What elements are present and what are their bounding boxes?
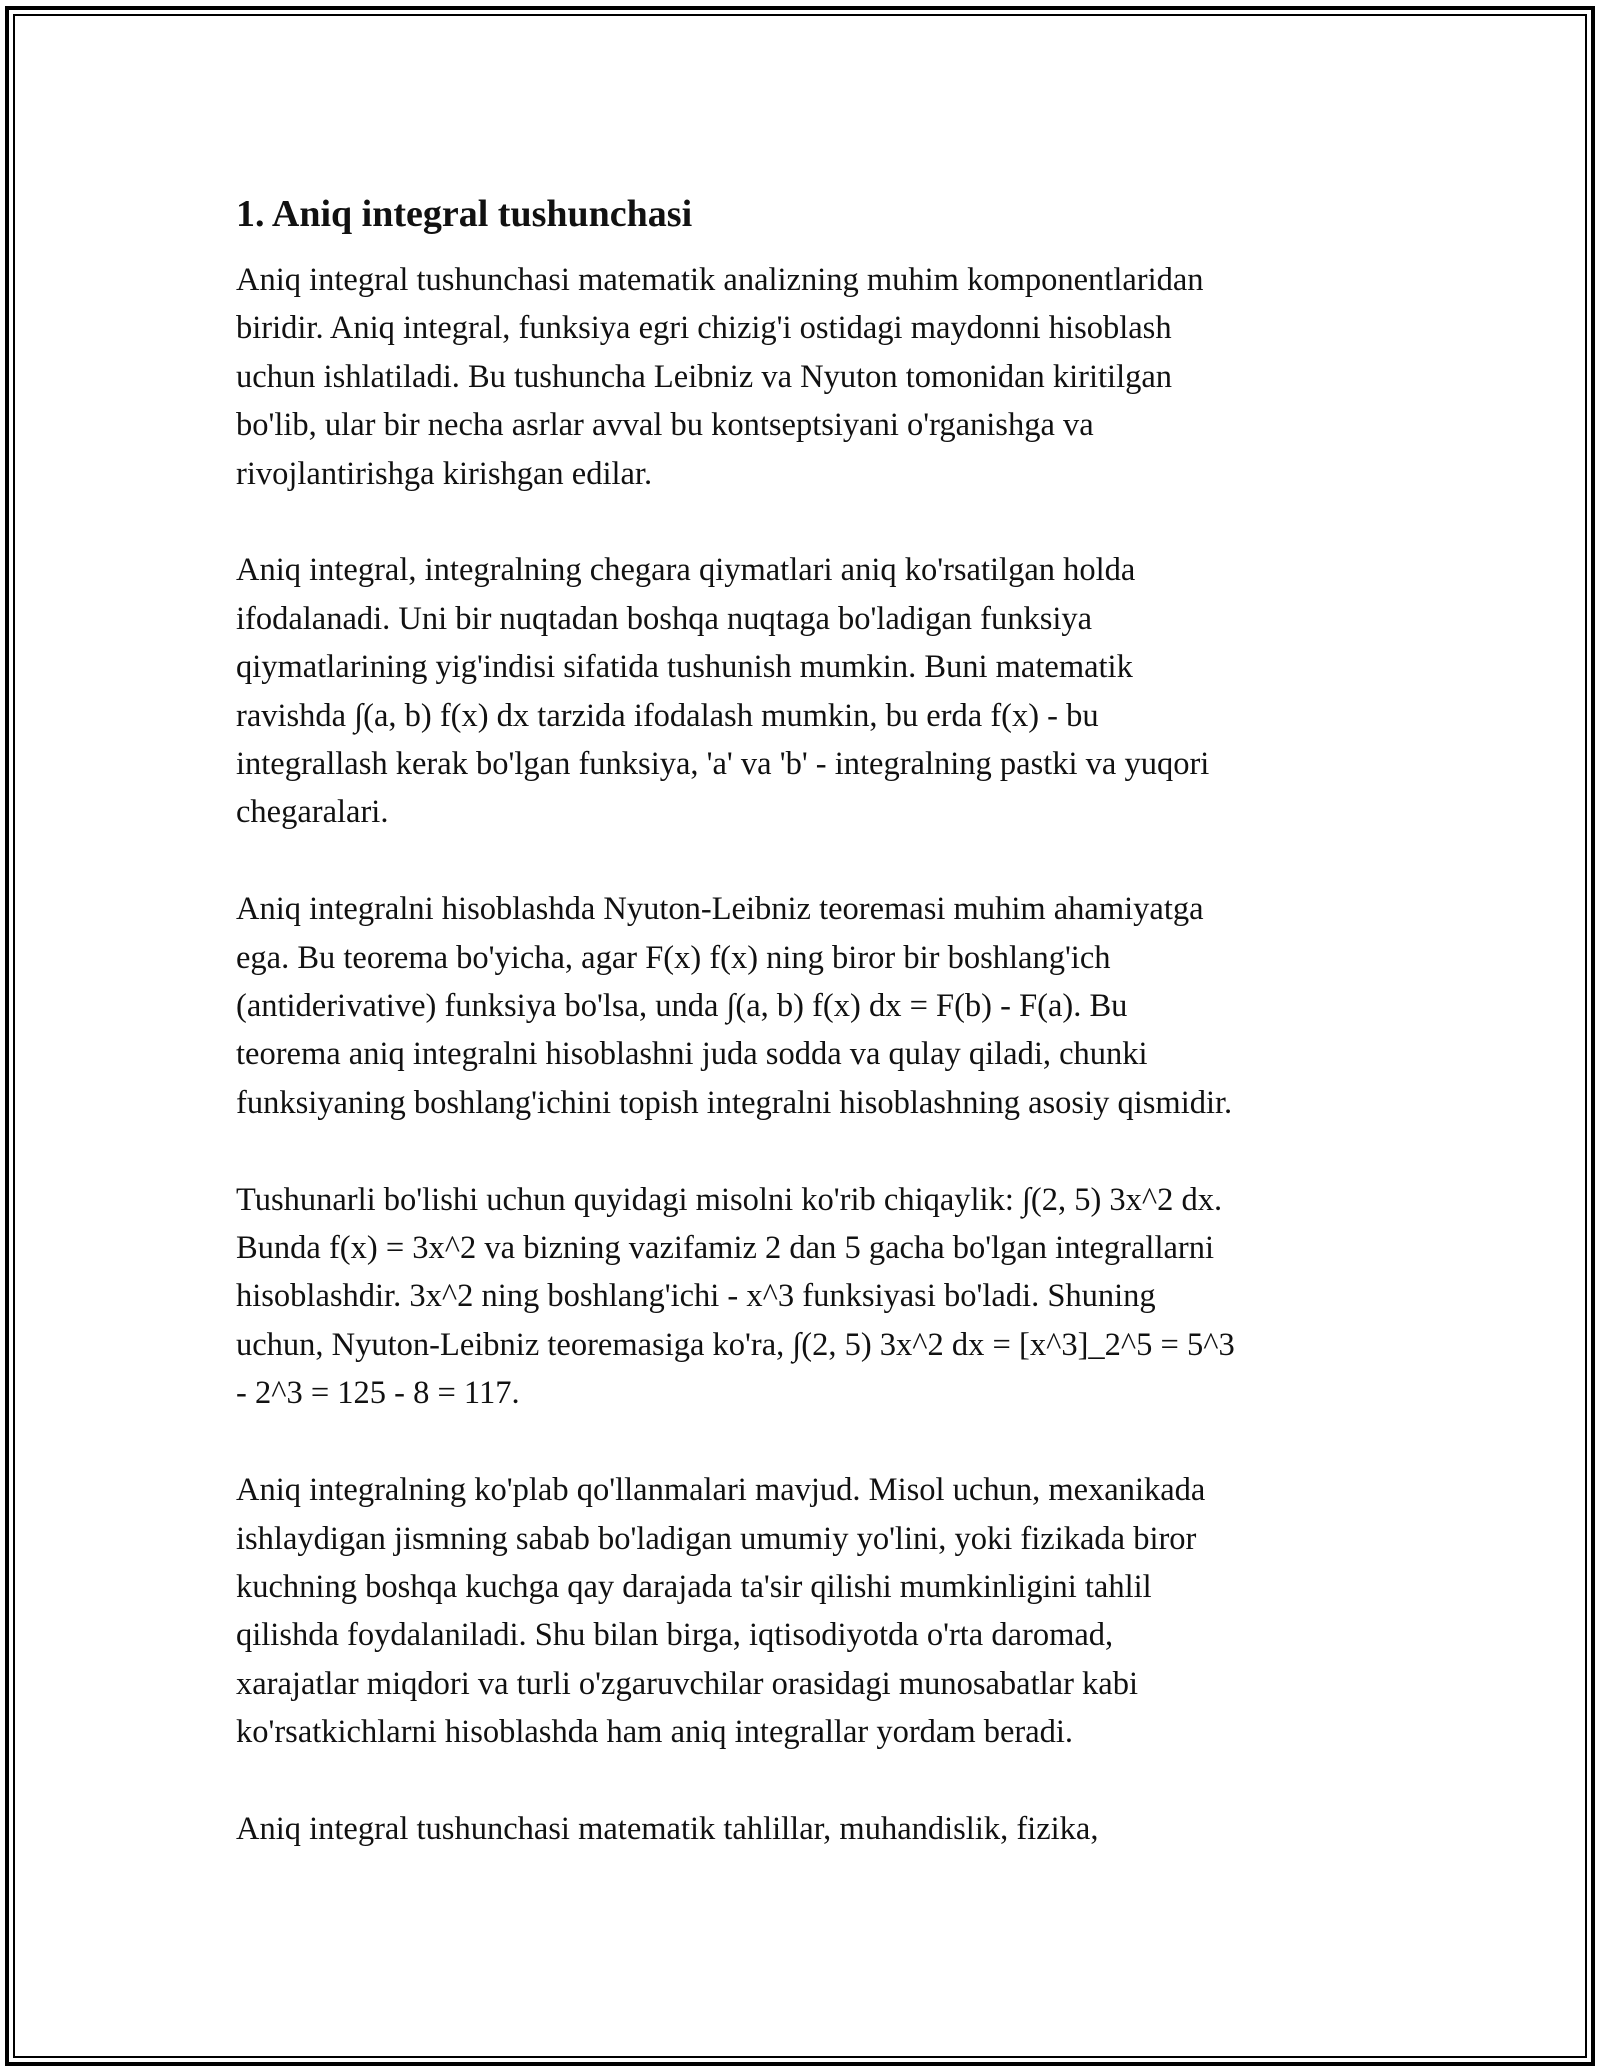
paragraph-2: Aniq integral, integralning chegara qiymatlari aniq ko'rsatilgan holda ifodalanadi. Uni bir nuqtadan boshqa nuqtaga bo'ladigan funksiya qiymatlarining yig'indisi sifatida tushunish mumkin. Buni matematik ravishda ∫(a, b) f(x) dx tarzida ifodalash mumkin, bu erda f(x) - bu integrallash kerak bo'lgan funksiya, 'a' va 'b' - integralning pastki va yuqori chegaralari. <box>236 552 1210 831</box>
paragraph-3: Aniq integralni hisoblashda Nyuton-Leibniz teoremasi muhim ahamiyatga ega. Bu teorema bo'yicha, agar F(x) f(x) ning biror bir boshlang'ich (antiderivative) funksiya bo'lsa, unda ∫(a, b) f(x) dx = F(b) - F(a). Bu teorema aniq integralni hisoblashni juda sodda va qulay qiladi, chunki funksiyaning boshlang'ichini topish integralni hisoblashning asosiy qismidir. <box>236 891 1233 1121</box>
document-body <box>236 186 1376 1902</box>
section-heading: 1. Aniq integral tushunchasi <box>236 193 693 235</box>
paragraph-4: Tushunarli bo'lishi uchun quyidagi misolni ko'rib chiqaylik: ∫(2, 5) 3x^2 dx. Bunda f(x) = 3x^2 va bizning vazifamiz 2 dan 5 gacha bo'lgan integrallarni hisoblashdir. 3x^2 ning boshlang'ichi - x^3 funksiyasi bo'ladi. Shuning uchun, Nyuton-Leibniz teoremasiga ko'ra, ∫(2, 5) 3x^2 dx = [x^3]_2^5 = 5^3 - 2^3 = 125 - 8 = 117. <box>236 1181 1235 1412</box>
paragraph-6: Aniq integral tushunchasi matematik tahlillar, muhandislik, fizika, <box>236 1810 1099 1847</box>
paragraph-1: Aniq integral tushunchasi matematik analizning muhim komponentlaridan biridir. Aniq integral, funksiya egri chizig'i ostidagi maydonni hisoblash uchun ishlatiladi. Bu tushuncha Leibniz va Nyuton tomonidan kiritilgan bo'lib, ular bir necha asrlar avval bu kontseptsiyani o'rganishga va rivojlantirishga kirishgan edilar. <box>236 262 1204 492</box>
paragraph-5: Aniq integralning ko'plab qo'llanmalari mavjud. Misol uchun, mexanikada ishlaydigan jismning sabab bo'ladigan umumiy yo'lini, yoki fizikada biror kuchning boshqa kuchga qay darajada ta'sir qilishi mumkinligini tahlil qilishda foydalaniladi. Shu bilan birga, iqtisodiyotda o'rta daromad, xarajatlar miqdori va turli o'zgaruvchilar orasidagi munosabatlar kabi ko'rsatkichlarni hisoblashda ham aniq integrallar yordam beradi. <box>236 1472 1206 1751</box>
